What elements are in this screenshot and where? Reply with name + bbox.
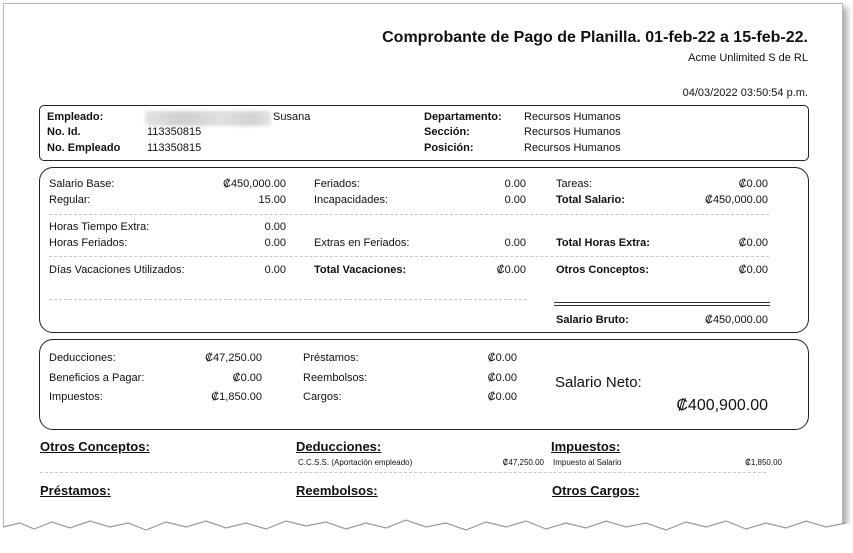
deducciones-value: ₡47,250.00 — [205, 352, 262, 364]
id-label: No. Id. — [47, 126, 81, 138]
regular-label: Regular: — [49, 194, 91, 206]
total-horas-extra-label: Total Horas Extra: — [556, 237, 650, 249]
deducciones-title: Deducciones: — [296, 439, 382, 454]
reembolsos-value: ₡0.00 — [487, 372, 517, 384]
otros-conceptos-label: Otros Conceptos: — [556, 264, 649, 276]
salario-bruto-value: ₡450,000.00 — [705, 314, 768, 326]
tareas-value: ₡0.00 — [738, 178, 768, 190]
earnings-box — [39, 167, 809, 333]
salario-base-value: ₡450,000.00 — [223, 178, 286, 190]
impuestos-value: ₡1,850.00 — [211, 391, 262, 403]
divider — [49, 256, 769, 257]
beneficios-value: ₡0.00 — [232, 372, 262, 384]
posicion-label: Posición: — [424, 142, 474, 154]
id-value: 113350815 — [147, 126, 202, 138]
deducciones-label: Deducciones: — [49, 352, 116, 364]
otros-cargos-title: Otros Cargos: — [552, 483, 640, 498]
otros-conceptos-title: Otros Conceptos: — [40, 439, 150, 454]
salario-bruto-rule — [554, 302, 770, 306]
print-timestamp: 04/03/2022 03:50:54 p.m. — [682, 87, 808, 99]
feriados-value: 0.00 — [504, 178, 526, 190]
departamento-value: Recursos Humanos — [524, 111, 621, 123]
otros-conceptos-value: ₡0.00 — [738, 264, 768, 276]
prestamos-label: Préstamos: — [303, 352, 359, 364]
dias-vacaciones-value: 0.00 — [264, 264, 286, 276]
employee-number-value: 113350815 — [147, 142, 202, 154]
horas-extra-value: 0.00 — [264, 221, 286, 233]
reembolsos-title: Reembolsos: — [296, 483, 378, 498]
salario-neto-value: ₡400,900.00 — [676, 397, 768, 414]
employee-number-label: No. Empleado — [47, 142, 121, 154]
salario-bruto-label: Salario Bruto: — [556, 314, 629, 326]
feriados-label: Feriados: — [314, 178, 360, 190]
impuestos-label: Impuestos: — [49, 391, 103, 403]
page-title: Comprobante de Pago de Planilla. 01-feb-22 a 15-feb-22. — [382, 29, 808, 46]
seccion-value: Recursos Humanos — [524, 126, 621, 138]
total-horas-extra-value: ₡0.00 — [738, 237, 768, 249]
prestamos-value: ₡0.00 — [487, 352, 517, 364]
cargos-label: Cargos: — [303, 391, 342, 403]
total-vacaciones-value: ₡0.00 — [496, 264, 526, 276]
salario-base-label: Salario Base: — [49, 178, 115, 190]
cargos-value: ₡0.00 — [487, 391, 517, 403]
company-name: Acme Unlimited S de RL — [688, 52, 808, 64]
dias-vacaciones-label: Días Vacaciones Utilizados: — [49, 264, 185, 276]
deducciones-item-value: ₡47,250.00 — [502, 458, 544, 467]
salario-neto-label: Salario Neto: — [555, 374, 642, 391]
incapacidades-label: Incapacidades: — [314, 194, 388, 206]
incapacidades-value: 0.00 — [504, 194, 526, 206]
reembolsos-label: Reembolsos: — [303, 372, 368, 384]
tareas-label: Tareas: — [556, 178, 593, 190]
redacted-name — [145, 111, 271, 126]
divider — [49, 299, 527, 300]
empleado-value: Susana — [273, 111, 311, 123]
impuestos-title: Impuestos: — [551, 439, 621, 454]
impuestos-item-label: Impuesto al Salario — [553, 458, 622, 467]
posicion-value: Recursos Humanos — [524, 142, 621, 154]
departamento-label: Departamento: — [424, 111, 502, 123]
empleado-label: Empleado: — [47, 111, 104, 123]
extras-feriados-label: Extras en Feriados: — [314, 237, 410, 249]
horas-feriados-label: Horas Feriados: — [49, 237, 128, 249]
prestamos-title: Préstamos: — [40, 483, 111, 498]
total-vacaciones-label: Total Vacaciones: — [314, 264, 407, 276]
regular-value: 15.00 — [258, 194, 286, 206]
horas-feriados-value: 0.00 — [264, 237, 286, 249]
extras-feriados-value: 0.00 — [504, 237, 526, 249]
deducciones-item-label: C.C.S.S. (Aportación empleado) — [298, 458, 413, 467]
divider — [40, 472, 766, 473]
deductions-box — [39, 339, 809, 430]
total-salario-label: Total Salario: — [556, 194, 625, 206]
total-salario-value: ₡450,000.00 — [705, 194, 768, 206]
beneficios-label: Beneficios a Pagar: — [49, 372, 145, 384]
seccion-label: Sección: — [424, 126, 470, 138]
horas-extra-label: Horas Tiempo Extra: — [49, 221, 150, 233]
impuestos-item-value: ₡1,850.00 — [745, 458, 782, 467]
torn-edge — [0, 505, 853, 553]
divider — [49, 214, 769, 215]
